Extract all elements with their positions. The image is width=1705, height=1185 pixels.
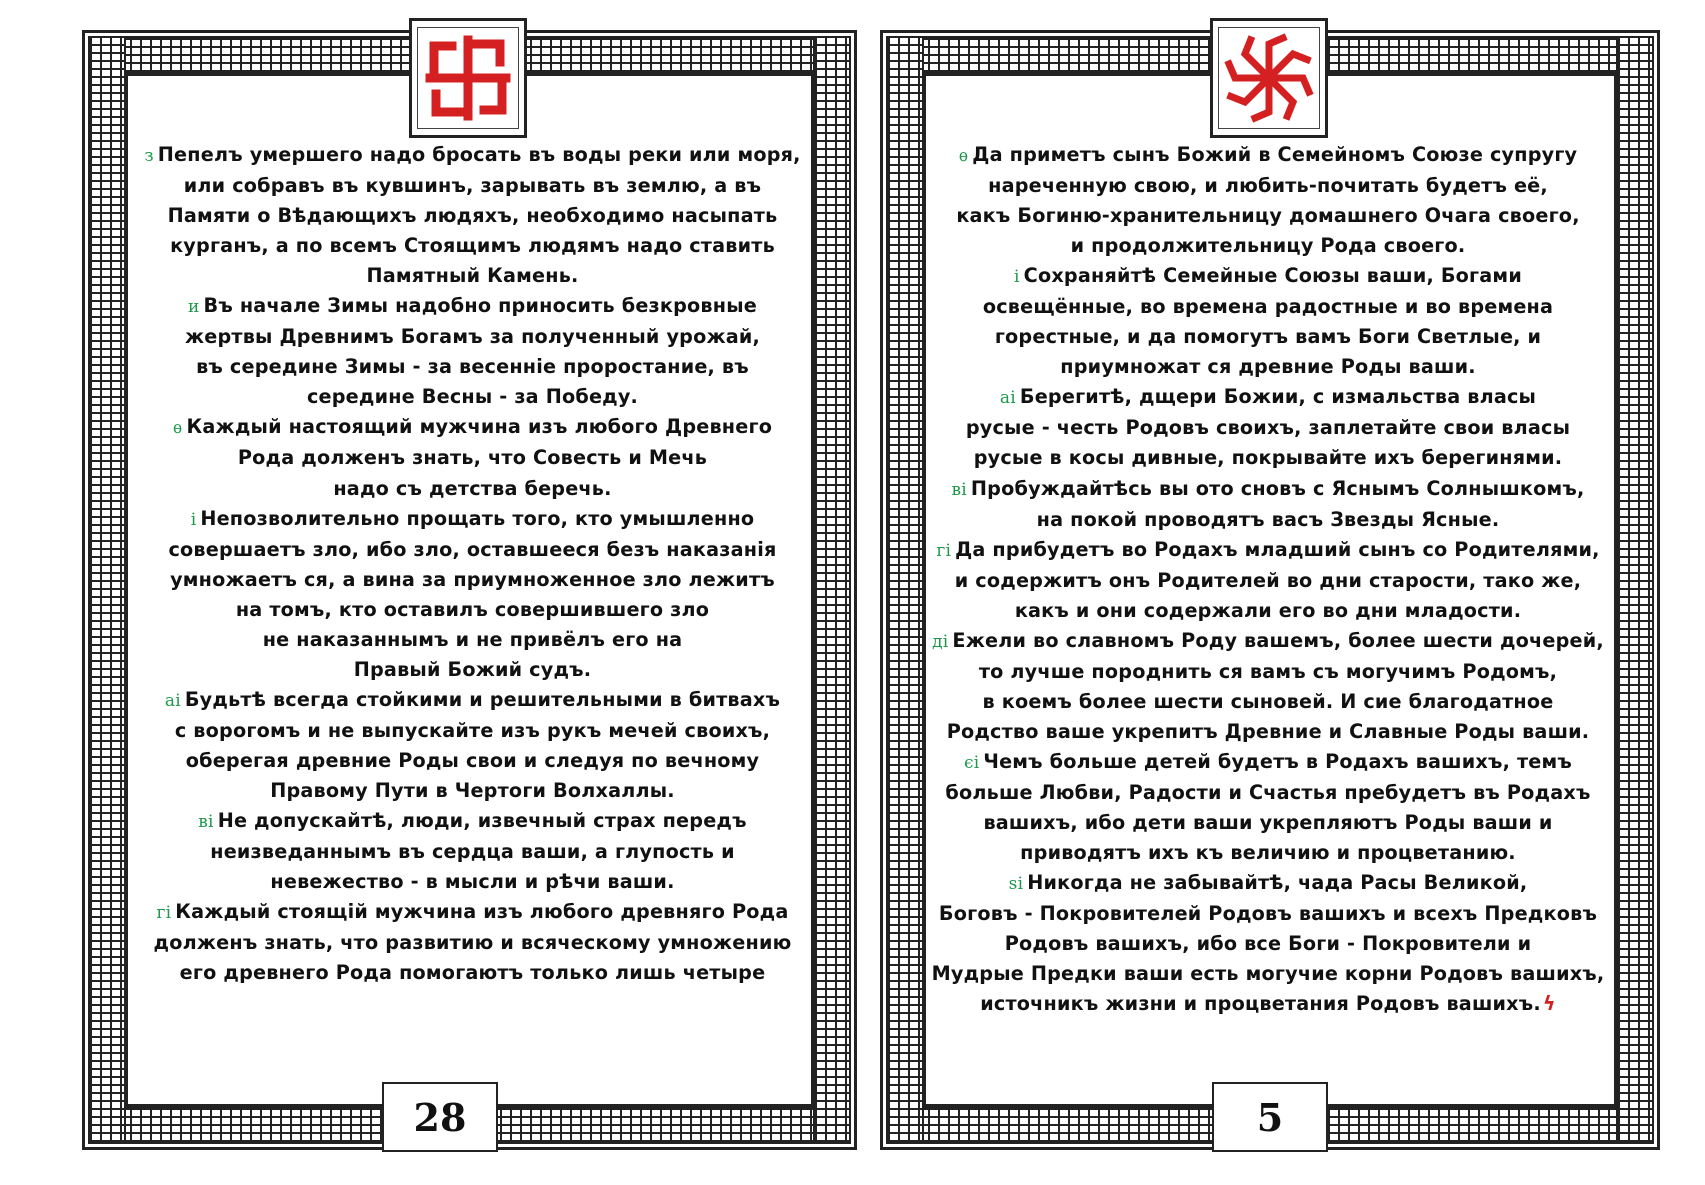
- verse-line-text: Родство ваше укрепитъ Древние и Славные Роды ваши.: [946, 719, 1590, 743]
- verse-line: [118, 140, 827, 171]
- verse-line: [118, 837, 827, 867]
- page-number-left: 28: [382, 1082, 498, 1152]
- verse-number: гі: [156, 903, 172, 924]
- red-cross-swastika-emblem: [409, 18, 527, 138]
- verse-line: [118, 625, 827, 655]
- verse-line-text: Правому Пути в Чертоги Волхаллы.: [270, 778, 675, 802]
- verse-line-text: Памяти о Вѣдающихъ людяхъ, необходимо насыпать: [167, 204, 778, 228]
- verse-line-text: в коемъ более шести сыновей. И сие благодатное: [982, 689, 1554, 713]
- verse-line: [914, 322, 1622, 352]
- verse-line-text: то лучше породнить ся вамъ съ могучимъ Родомъ,: [978, 659, 1558, 683]
- verse-line-text: приводятъ ихъ къ величию и процветанию.: [1020, 841, 1516, 865]
- verse-line: [118, 382, 827, 412]
- verse-line: [118, 655, 827, 685]
- verse-number: ві: [198, 812, 214, 833]
- verse-line: [118, 595, 827, 625]
- verse-line-text: Родовъ вашихъ, ибо все Боги - Покровители и: [1004, 932, 1532, 956]
- verse-line-text: Да прибудетъ во Родахъ младший сынъ со Родителями,: [955, 537, 1600, 561]
- verse-line-text: Сохраняйтѣ Семейные Союзы ваши, Богами: [1023, 264, 1522, 288]
- verse-line: [118, 867, 827, 897]
- verse-line: [914, 201, 1622, 231]
- verse-line: [914, 535, 1622, 566]
- verse-line: [914, 778, 1622, 808]
- right-page: [880, 30, 1660, 1150]
- verse: [118, 685, 827, 806]
- verse-line: [118, 352, 827, 382]
- verse-line-text: источникъ жизни и процветания Родовъ вашихъ.: [980, 992, 1541, 1016]
- verse: [118, 504, 827, 685]
- verse-line-text: Боговъ - Покровителей Родовъ вашихъ и всехъ Предковъ: [938, 902, 1598, 926]
- verse-line: [914, 413, 1622, 443]
- verse-line-text: оберегая древние Роды свои и следуя по вечному: [185, 748, 760, 772]
- verse: [118, 291, 827, 412]
- verse-line-text: и содержитъ онъ Родителей во дни старости, тако же,: [954, 568, 1582, 592]
- verse-line: [914, 140, 1622, 171]
- verse-line-text: въ середине Зимы - за весенніе проростание, въ: [196, 355, 749, 379]
- verse-number: єі: [964, 752, 980, 773]
- verse-line-text: освещённые, во времена радостные и во времена: [982, 295, 1554, 319]
- verse-line-text: Непозволительно прощать того, кто умышленно: [200, 506, 755, 530]
- verse-line-text: Никогда не забывайтѣ, чада Расы Великой,: [1027, 871, 1528, 895]
- verse-number: і: [1014, 267, 1020, 288]
- verse: [914, 140, 1622, 261]
- verse-line: [118, 746, 827, 776]
- verse-line-text: Въ начале Зимы надобно приносить безкровные: [203, 294, 757, 318]
- verse-line-text: курганъ, а по всемъ Стоящимъ людямъ надо ставить: [170, 234, 775, 258]
- verse-line-text: русые в косы дивные, покрывайте ихъ берегинями.: [973, 446, 1563, 470]
- verse-number: гі: [936, 540, 952, 561]
- verse-line-text: совершаетъ зло, ибо зло, оставшееся безъ наказанія: [168, 537, 777, 561]
- verse-line: [914, 868, 1622, 899]
- verse-line: [914, 474, 1622, 505]
- verse-line: [118, 806, 827, 837]
- swastika-icon: [422, 32, 514, 124]
- verse-line: [914, 838, 1622, 868]
- verse-line-text: Чемъ больше детей будетъ в Родахъ вашихъ, темъ: [983, 749, 1572, 773]
- verse-line: [118, 231, 827, 261]
- kolovrat-icon: [1223, 32, 1315, 124]
- verse-line: [914, 657, 1622, 687]
- verse: [914, 868, 1622, 1019]
- right-page-text: [914, 140, 1622, 1019]
- verse: [914, 382, 1622, 473]
- verse-number: і: [190, 509, 197, 530]
- verse-line-text: приумножат ся древние Роды ваши.: [1060, 355, 1476, 379]
- verse-number: ѳ: [172, 418, 183, 439]
- verse-line-text: неизведаннымъ въ сердца ваши, а глупость и: [210, 840, 735, 864]
- verse: [914, 474, 1622, 535]
- verse-line: [118, 776, 827, 806]
- verse-line-text: Рода долженъ знать, что Совесть и Мечь: [237, 446, 708, 470]
- verse-line: [118, 928, 827, 958]
- verse-line-text: Каждый настоящий мужчина изъ любого Древнего: [186, 415, 773, 439]
- verse-line: [914, 261, 1622, 292]
- verse-line: [118, 412, 827, 443]
- verse-line-text: русые - честь Родовъ своихъ, заплетайте свои власы: [965, 416, 1571, 440]
- verse-line-text: или собравъ въ кувшинъ, зарывать въ землю, а въ: [183, 174, 762, 198]
- verse-line: [118, 565, 827, 595]
- verse-line-text: Да приметъ сынъ Божий в Семейномъ Союзе супругу: [972, 143, 1578, 166]
- verse-line: [914, 352, 1622, 382]
- verse-number: аі: [164, 690, 181, 711]
- verse: [118, 412, 827, 503]
- verse-number: ѕі: [1008, 874, 1024, 895]
- verse-number: з: [144, 146, 154, 166]
- verse-line-text: умножаетъ ся, а вина за приумноженное зло лежитъ: [170, 567, 775, 591]
- verse-line: [914, 717, 1622, 747]
- verse-line: [914, 292, 1622, 322]
- verse-line-text: Правый Божий судъ.: [353, 657, 592, 681]
- verse-line: [914, 687, 1622, 717]
- verse-line-text: с ворогомъ и не выпускайте изъ рукъ мечей своихъ,: [174, 718, 771, 742]
- verse-number: и: [187, 297, 200, 318]
- verse-line: [118, 322, 827, 352]
- verse-line-text: Ежели во славномъ Роду вашемъ, более шести дочерей,: [952, 628, 1604, 652]
- verse-number: аі: [999, 388, 1016, 409]
- verse-line-text: больше Любви, Радости и Счастья пребудетъ въ Родахъ: [945, 780, 1591, 804]
- verse-line: [118, 171, 827, 201]
- verse-line: [914, 505, 1622, 535]
- verse-line: [914, 899, 1622, 929]
- verse-line: [914, 596, 1622, 626]
- verse-line-text: его древнего Рода помогаютъ только лишь четыре: [179, 961, 766, 985]
- left-page: [82, 30, 857, 1150]
- verse-line-text: и продолжительницу Рода своего.: [1070, 234, 1466, 258]
- verse-line-text: горестные, и да помогутъ вамъ Боги Светлые, и: [994, 325, 1542, 349]
- verse-number: ді: [932, 631, 949, 652]
- verse: [914, 626, 1622, 747]
- verse-number: ѳ: [958, 146, 969, 166]
- verse: [118, 806, 827, 897]
- verse: [914, 747, 1622, 868]
- red-kolovrat-emblem: [1210, 18, 1328, 138]
- verse-line-text: какъ и они содержали его во дни младости.: [1014, 598, 1522, 622]
- verse-line: [914, 808, 1622, 838]
- verse-line: [118, 261, 827, 291]
- verse-line: [914, 443, 1622, 473]
- verse: [914, 535, 1622, 626]
- verse-line: [914, 747, 1622, 778]
- verse-line: [118, 958, 827, 988]
- verse-line-text: Пепелъ умершего надо бросать въ воды реки или моря,: [157, 143, 801, 166]
- verse-line: [118, 716, 827, 746]
- verse-line-text: долженъ знать, что развитию и всяческому умножению: [153, 931, 792, 955]
- left-page-text: [118, 140, 827, 988]
- verse-line: [118, 535, 827, 565]
- verse-line-text: жертвы Древнимъ Богамъ за полученный урожай,: [184, 325, 761, 349]
- verse-line-text: Памятный Камень.: [366, 264, 579, 288]
- verse-line: [118, 504, 827, 535]
- verse-line: [914, 382, 1622, 413]
- verse-number: ві: [951, 479, 967, 500]
- verse-line: [118, 443, 827, 473]
- verse-line: [914, 566, 1622, 596]
- verse: [118, 140, 827, 291]
- verse-line-text: невежество - в мысли и рѣчи ваши.: [270, 870, 675, 894]
- end-mark-icon: ϟ: [1542, 992, 1556, 1016]
- verse-line: [118, 291, 827, 322]
- verse: [914, 261, 1622, 382]
- verse-line: [914, 989, 1622, 1019]
- verse-line: [118, 474, 827, 504]
- verse-line: [914, 171, 1622, 201]
- verse-line: [914, 959, 1622, 989]
- verse-line-text: Будьтѣ всегда стойкими и решительными в битвахъ: [184, 687, 781, 711]
- verse-line: [914, 929, 1622, 959]
- verse-line-text: Пробуждайтѣсь вы ото сновъ с Яснымъ Солнышкомъ,: [970, 476, 1585, 500]
- verse: [118, 897, 827, 988]
- verse-line-text: нареченную свою, и любить-почитать будетъ её,: [988, 174, 1548, 198]
- verse-line-text: на томъ, кто оставилъ совершившего зло: [235, 597, 710, 621]
- verse-line: [118, 201, 827, 231]
- page-number-right: 5: [1212, 1082, 1328, 1152]
- verse-line: [914, 231, 1622, 261]
- verse-line-text: вашихъ, ибо дети ваши укрепляютъ Роды ваши и: [983, 811, 1553, 835]
- verse-line: [118, 685, 827, 716]
- verse-line-text: Не допускайтѣ, люди, извечный страх передъ: [217, 809, 747, 833]
- verse-line-text: Берегитѣ, дщери Божии, с измальства власы: [1019, 385, 1537, 409]
- verse-line-text: надо съ детства беречь.: [333, 476, 612, 500]
- verse-line-text: на покой проводятъ васъ Звезды Ясные.: [1036, 507, 1500, 531]
- verse-line-text: Каждый стоящій мужчина изъ любого древняго Рода: [175, 900, 789, 924]
- verse-line: [914, 626, 1622, 657]
- verse-line: [118, 897, 827, 928]
- verse-line-text: середине Весны - за Победу.: [306, 385, 639, 409]
- verse-line-text: Мудрые Предки ваши есть могучие корни Родовъ вашихъ,: [931, 962, 1605, 986]
- verse-line-text: не наказаннымъ и не привёлъ его на: [262, 627, 683, 651]
- verse-line-text: какъ Богиню-хранительницу домашнего Очага своего,: [956, 204, 1580, 228]
